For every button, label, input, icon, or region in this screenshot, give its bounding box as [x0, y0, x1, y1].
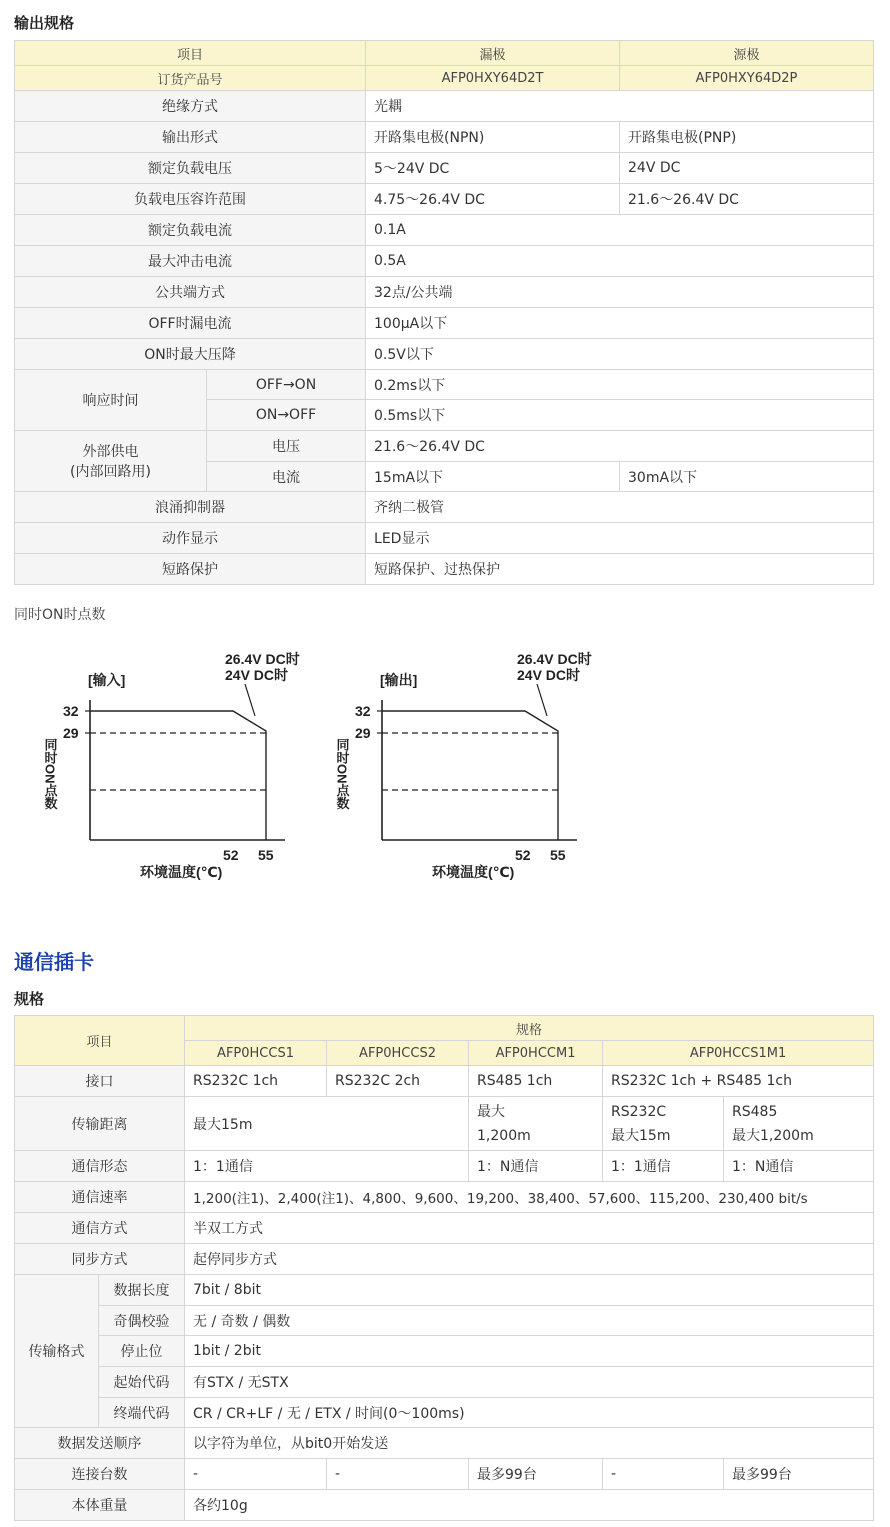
table-row: [15, 153, 874, 184]
row-label: 负载电压容许范围: [15, 184, 366, 215]
table-row: [15, 492, 874, 523]
distance-line: 最大1,200m: [732, 1127, 814, 1144]
row-label: 本体重量: [15, 1490, 185, 1521]
row-label: OFF时漏电流: [15, 308, 366, 339]
chart-title: [输入]: [88, 672, 126, 688]
chart-annotation-1: 26.4V DC时: [517, 651, 592, 667]
row-value: 1,200(注1)、2,400(注1)、4,800、9,600、19,200、38,400、57,600、115,200、230,400 bit/s: [185, 1182, 874, 1213]
form-value: 1：N通信: [724, 1151, 874, 1182]
table-row: [15, 1459, 874, 1490]
table-row: [15, 1306, 874, 1336]
annotation-leader: [245, 684, 255, 716]
form-value: 1：N通信: [469, 1151, 603, 1182]
table-row: [15, 1182, 874, 1213]
row-label: 动作显示: [15, 523, 366, 554]
series-line-solid: [90, 711, 266, 840]
format-label: 传输格式: [15, 1275, 99, 1428]
row-label: 连接台数: [15, 1459, 185, 1490]
table-row: [15, 523, 874, 554]
table-row: [15, 184, 874, 215]
model-header: AFP0HCCS1M1: [603, 1041, 874, 1066]
external-supply-line1: 外部供电: [82, 444, 139, 460]
external-supply-label: [15, 431, 207, 492]
row-label: 浪涌抑制器: [15, 492, 366, 523]
table-row: [15, 1367, 874, 1398]
row-label: ON时最大压降: [15, 339, 366, 370]
row-label: 通信速率: [15, 1182, 185, 1213]
row-value: LED显示: [366, 523, 874, 554]
table-row: [15, 215, 874, 246]
table-row: [15, 1490, 874, 1521]
interface-value: RS232C 2ch: [327, 1066, 469, 1097]
table-row: [15, 1244, 874, 1275]
row-label: 数据发送顺序: [15, 1428, 185, 1459]
row-value: 0.5A: [366, 246, 874, 277]
chart-title: [输出]: [380, 672, 418, 688]
table-row: [15, 431, 874, 462]
voltage-value: 21.6～26.4V DC: [366, 431, 874, 462]
comm-spec-title: 规格: [14, 990, 45, 1008]
format-sub-label: 数据长度: [99, 1275, 185, 1306]
row-value-sink: 5～24V DC: [366, 153, 620, 184]
header-sink: 漏极: [366, 41, 620, 66]
chart-ylabel: 同时ON点数: [42, 738, 58, 810]
voltage-label: 电压: [207, 431, 366, 462]
format-sub-label: 起始代码: [99, 1367, 185, 1398]
table-row: [15, 246, 874, 277]
chart-annotation-1: 26.4V DC时: [225, 651, 300, 667]
row-label: 输出形式: [15, 122, 366, 153]
count-value: -: [603, 1459, 724, 1490]
y-tick-label: 29: [355, 725, 371, 741]
response-time-label: 响应时间: [15, 370, 207, 431]
format-sub-label: 停止位: [99, 1336, 185, 1367]
row-label: 同步方式: [15, 1244, 185, 1275]
count-value: -: [185, 1459, 327, 1490]
table-row: [15, 91, 874, 122]
row-value: 短路保护、过热保护: [366, 554, 874, 585]
form-value: 1：1通信: [603, 1151, 724, 1182]
row-label: 额定负载电流: [15, 215, 366, 246]
row-value: 以字符为单位，从bit0开始发送: [185, 1428, 874, 1459]
interface-value: RS232C 1ch + RS485 1ch: [603, 1066, 874, 1097]
chart-xlabel: 环境温度(℃): [432, 864, 515, 880]
order-number-row: [15, 66, 874, 91]
on-off-value: 0.5ms以下: [366, 400, 874, 431]
row-value: 半双工方式: [185, 1213, 874, 1244]
row-label: 接口: [15, 1066, 185, 1097]
table-row: [15, 1428, 874, 1459]
model-header: AFP0HCCM1: [469, 1041, 603, 1066]
distance-value: [603, 1097, 724, 1151]
output-spec-table: [14, 40, 874, 585]
format-value: 有STX / 无STX: [185, 1367, 874, 1398]
row-value-source: 24V DC: [620, 153, 874, 184]
distance-value: 最大15m: [185, 1097, 469, 1151]
output-spec-title: 输出规格: [14, 14, 75, 32]
count-value: -: [327, 1459, 469, 1490]
x-tick-label: 55: [550, 847, 566, 863]
row-value: 0.1A: [366, 215, 874, 246]
model-header: AFP0HCCS2: [327, 1041, 469, 1066]
table-row: [15, 1213, 874, 1244]
table-row: [15, 1066, 874, 1097]
table-header-row: [15, 1016, 874, 1041]
series-line-solid: [382, 711, 558, 840]
row-label: 绝缘方式: [15, 91, 366, 122]
y-tick-label: 32: [355, 703, 371, 719]
format-value: 1bit / 2bit: [185, 1336, 874, 1367]
row-label: 公共端方式: [15, 277, 366, 308]
row-value: 各约10g: [185, 1490, 874, 1521]
row-label: 通信方式: [15, 1213, 185, 1244]
row-value: 0.5V以下: [366, 339, 874, 370]
external-supply-line2: (内部回路用): [70, 464, 151, 480]
interface-value: RS485 1ch: [469, 1066, 603, 1097]
row-value: 齐纳二极管: [366, 492, 874, 523]
distance-value: [724, 1097, 874, 1151]
count-value: 最多99台: [469, 1459, 603, 1490]
y-tick-label: 32: [63, 703, 79, 719]
row-label: 短路保护: [15, 554, 366, 585]
format-value: CR / CR+LF / 无 / ETX / 时间(0～100ms): [185, 1398, 874, 1428]
table-row: [15, 1398, 874, 1428]
table-row: [15, 1275, 874, 1306]
row-value: 光耦: [366, 91, 874, 122]
table-header-row: [15, 41, 874, 66]
format-sub-label: 奇偶校验: [99, 1306, 185, 1336]
distance-line: RS232C: [611, 1103, 667, 1120]
distance-line: 最大15m: [611, 1127, 671, 1144]
x-tick-label: 55: [258, 847, 274, 863]
table-row: [15, 308, 874, 339]
x-tick-label: 52: [223, 847, 239, 863]
table-row: [15, 554, 874, 585]
chart-output: [322, 640, 622, 890]
chart-ylabel: 同时ON点数: [334, 738, 350, 810]
table-row: [15, 370, 874, 400]
off-on-label: OFF→ON: [207, 370, 366, 400]
count-value: 最多99台: [724, 1459, 874, 1490]
interface-value: RS232C 1ch: [185, 1066, 327, 1097]
current-sink: 15mA以下: [366, 462, 620, 492]
header-item: 项目: [15, 41, 366, 66]
annotation-leader: [537, 684, 547, 716]
format-value: 无 / 奇数 / 偶数: [185, 1306, 874, 1336]
header-spec: 规格: [185, 1016, 874, 1041]
current-label: 电流: [207, 462, 366, 492]
table-row: [15, 1151, 874, 1182]
row-value-sink: 开路集电极(NPN): [366, 122, 620, 153]
distance-line: 1,200m: [477, 1127, 531, 1144]
row-value-source: 开路集电极(PNP): [620, 122, 874, 153]
distance-line: RS485: [732, 1103, 778, 1120]
format-sub-label: 终端代码: [99, 1398, 185, 1428]
table-row: [15, 277, 874, 308]
comm-spec-table: [14, 1015, 874, 1521]
chart-annotation-2: 24V DC时: [517, 667, 581, 683]
row-value: 起停同步方式: [185, 1244, 874, 1275]
charts-label: 同时ON时点数: [14, 607, 106, 623]
row-value-sink: 4.75～26.4V DC: [366, 184, 620, 215]
row-value: 32点/公共端: [366, 277, 874, 308]
table-row: [15, 339, 874, 370]
row-label: 通信形态: [15, 1151, 185, 1182]
off-on-value: 0.2ms以下: [366, 370, 874, 400]
table-row: [15, 1097, 874, 1151]
order-number-source: AFP0HXY64D2P: [620, 66, 874, 91]
comm-card-title: 通信插卡: [14, 950, 94, 974]
header-source: 源极: [620, 41, 874, 66]
current-source: 30mA以下: [620, 462, 874, 492]
distance-line: 最大: [477, 1103, 506, 1120]
row-value-source: 21.6～26.4V DC: [620, 184, 874, 215]
row-label: 传输距离: [15, 1097, 185, 1151]
chart-annotation-2: 24V DC时: [225, 667, 289, 683]
x-tick-label: 52: [515, 847, 531, 863]
on-off-label: ON→OFF: [207, 400, 366, 431]
header-item: 项目: [15, 1016, 185, 1066]
order-number-label: 订货产品号: [15, 66, 366, 91]
chart-xlabel: 环境温度(℃): [140, 864, 223, 880]
format-value: 7bit / 8bit: [185, 1275, 874, 1306]
y-tick-label: 29: [63, 725, 79, 741]
model-header: AFP0HCCS1: [185, 1041, 327, 1066]
table-row: [15, 1336, 874, 1367]
chart-input: [30, 640, 330, 890]
order-number-sink: AFP0HXY64D2T: [366, 66, 620, 91]
row-label: 额定负载电压: [15, 153, 366, 184]
distance-value: [469, 1097, 603, 1151]
form-value: 1：1通信: [185, 1151, 469, 1182]
row-label: 最大冲击电流: [15, 246, 366, 277]
row-value: 100μA以下: [366, 308, 874, 339]
table-row: [15, 122, 874, 153]
